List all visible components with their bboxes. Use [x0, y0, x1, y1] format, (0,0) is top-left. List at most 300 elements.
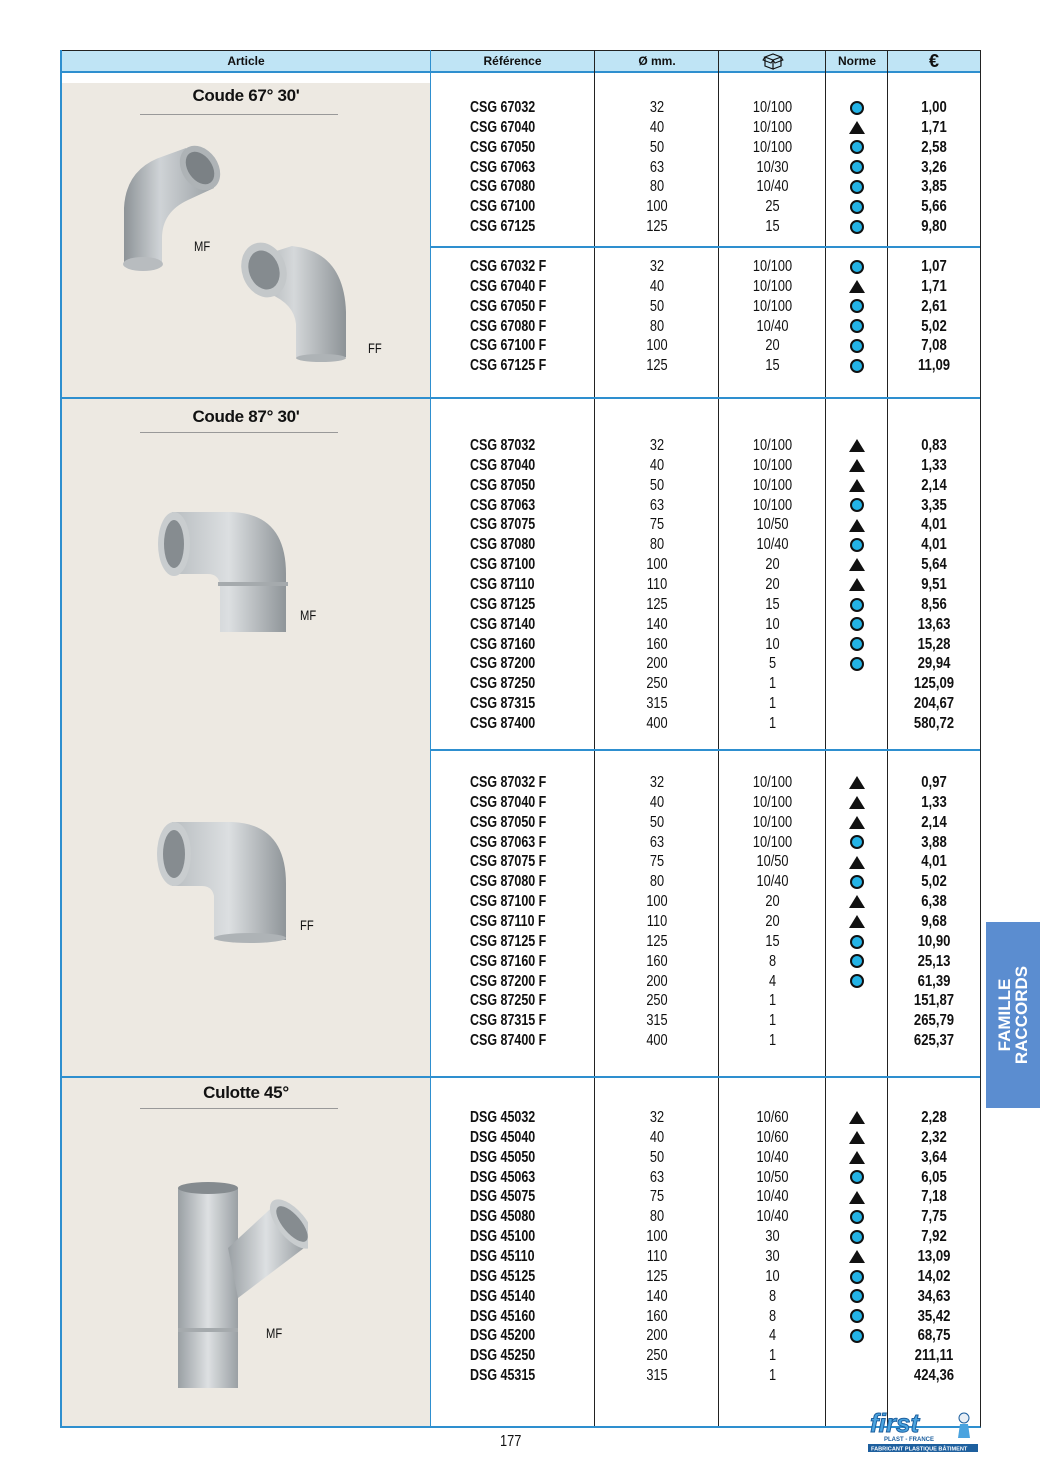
table-row — [430, 158, 980, 178]
table-row — [430, 515, 980, 535]
elbow-67-ff-image — [232, 232, 352, 362]
elbow-67-mf-image — [116, 138, 226, 278]
price-cell: 3,64 — [921, 1148, 947, 1166]
reference-cell: CSG 87250 F — [470, 992, 547, 1010]
price-cell: 2,61 — [921, 297, 947, 315]
reference-cell: CSG 87040 — [470, 456, 536, 474]
reference-cell: DSG 45063 — [470, 1168, 536, 1186]
norm-circle-icon — [850, 359, 864, 373]
section-title: Coude 67° 30' — [192, 86, 300, 105]
norm-cell — [826, 177, 888, 197]
price-cell: 211,11 — [914, 1347, 954, 1365]
diameter-cell: 40 — [649, 793, 665, 811]
price-cell: 15,28 — [917, 635, 951, 653]
norm-circle-icon — [850, 319, 864, 333]
table-row — [430, 674, 980, 694]
diameter-cell: 80 — [649, 536, 665, 554]
packaging-cell: 10/100 — [752, 813, 793, 831]
article-bg — [62, 399, 430, 1076]
reference-cell: CSG 87160 F — [470, 952, 547, 970]
diameter-cell: 140 — [646, 1287, 668, 1305]
price-cell: 11,09 — [917, 357, 951, 375]
norm-cell — [826, 1168, 888, 1188]
price-cell: 2,58 — [921, 138, 947, 156]
reference-cell: CSG 87250 — [470, 675, 536, 693]
table-row — [430, 1108, 980, 1128]
norm-triangle-icon — [849, 856, 865, 869]
reference-cell: CSG 87100 F — [470, 893, 547, 911]
diameter-cell: 63 — [649, 496, 665, 514]
norm-circle-icon — [850, 954, 864, 968]
price-cell: 7,92 — [921, 1228, 947, 1246]
price-cell: 5,02 — [921, 873, 947, 891]
reference-cell: DSG 45250 — [470, 1347, 536, 1365]
reference-cell: CSG 67050 — [470, 138, 536, 156]
norm-cell — [826, 912, 888, 932]
diameter-cell: 200 — [646, 655, 668, 673]
norm-circle-icon — [850, 160, 864, 174]
table-row — [430, 635, 980, 655]
price-cell: 10,90 — [917, 932, 951, 950]
packaging-cell: 15 — [765, 932, 780, 950]
diameter-cell: 80 — [649, 873, 665, 891]
packaging-cell: 1 — [768, 992, 777, 1010]
price-cell: 0,83 — [921, 437, 947, 454]
diameter-cell: 50 — [649, 476, 665, 494]
norm-circle-icon — [850, 1329, 864, 1343]
table-row — [430, 833, 980, 853]
reference-cell: CSG 87063 — [470, 496, 536, 514]
table-row — [430, 476, 980, 496]
norm-cell — [826, 972, 888, 992]
header-norm: Norme — [837, 54, 876, 68]
table-row — [430, 694, 980, 714]
reference-cell: CSG 87400 F — [470, 1032, 547, 1050]
norm-circle-icon — [850, 140, 864, 154]
packaging-cell: 10/100 — [752, 476, 793, 494]
table-row — [430, 1267, 980, 1287]
norm-circle-icon — [850, 875, 864, 889]
packaging-cell: 10/40 — [756, 536, 789, 554]
wye-45-mf-image — [168, 1178, 308, 1398]
packaging-cell: 4 — [768, 1327, 777, 1345]
price-cell: 3,35 — [921, 496, 947, 514]
norm-cell — [826, 793, 888, 813]
side-tab-line1: FAMILLE — [995, 978, 1014, 1052]
side-tab-label — [996, 966, 1030, 1064]
diameter-cell: 50 — [649, 138, 665, 156]
reference-cell: DSG 45075 — [470, 1188, 536, 1206]
norm-triangle-icon — [849, 796, 865, 809]
table-row — [430, 793, 980, 813]
norm-cell — [826, 1128, 888, 1148]
price-cell: 265,79 — [913, 1012, 955, 1030]
norm-circle-icon — [850, 1210, 864, 1224]
norm-circle-icon — [850, 1289, 864, 1303]
table-row — [430, 595, 980, 615]
packaging-cell: 20 — [765, 556, 780, 574]
packaging-cell: 10/100 — [752, 833, 793, 851]
norm-cell — [826, 535, 888, 555]
diameter-cell: 160 — [646, 1307, 668, 1325]
norm-cell — [826, 952, 888, 972]
price-cell: 2,32 — [921, 1128, 947, 1146]
price-cell: 8,56 — [921, 595, 947, 613]
reference-cell: CSG 67050 F — [470, 297, 547, 315]
reference-cell: CSG 87040 F — [470, 793, 547, 811]
price-cell: 5,02 — [921, 317, 947, 335]
reference-cell: DSG 45032 — [470, 1109, 536, 1126]
price-cell: 34,63 — [917, 1287, 951, 1305]
packaging-cell: 10/40 — [756, 1148, 789, 1166]
price-cell: 580,72 — [913, 714, 955, 732]
table-row — [430, 1128, 980, 1148]
reference-cell: CSG 87075 — [470, 516, 536, 534]
reference-cell: CSG 87110 F — [470, 912, 546, 930]
packaging-cell: 30 — [765, 1228, 780, 1246]
header-reference: Référence — [483, 54, 542, 68]
packaging-cell: 8 — [768, 952, 777, 970]
box-icon — [719, 51, 826, 71]
price-cell: 2,28 — [921, 1109, 947, 1126]
table-row — [430, 336, 980, 356]
packaging-cell: 10/40 — [756, 1188, 789, 1206]
price-cell: 61,39 — [917, 972, 951, 990]
table-row — [430, 1346, 980, 1366]
price-cell: 204,67 — [913, 695, 955, 713]
price-cell: 6,05 — [921, 1168, 947, 1186]
norm-cell — [826, 1326, 888, 1346]
reference-cell: CSG 67080 F — [470, 317, 547, 335]
norm-cell — [826, 852, 888, 872]
diameter-cell: 75 — [649, 1188, 665, 1206]
packaging-cell: 10/30 — [756, 158, 789, 176]
norm-cell — [826, 118, 888, 138]
table-row — [430, 773, 980, 793]
reference-cell: CSG 87063 F — [470, 833, 547, 851]
diameter-cell: 100 — [646, 198, 668, 216]
norm-triangle-icon — [849, 578, 865, 591]
table-row — [430, 1326, 980, 1346]
first-logo — [864, 1404, 980, 1454]
packaging-cell: 10/60 — [756, 1128, 789, 1146]
table-header — [62, 50, 980, 73]
table-row — [430, 118, 980, 138]
norm-circle-icon — [850, 1270, 864, 1284]
norm-cell — [826, 1108, 888, 1128]
diameter-cell: 315 — [646, 1012, 668, 1030]
logo-tagline2: FABRICANT PLASTIQUE BÂTIMENT — [871, 1446, 968, 1453]
norm-triangle-icon — [849, 479, 865, 492]
variant-label: MF — [300, 607, 317, 623]
norm-cell — [826, 277, 888, 297]
table-row — [430, 1247, 980, 1267]
norm-cell — [826, 1207, 888, 1227]
section-title: Culotte 45° — [203, 1083, 289, 1102]
reference-cell: DSG 45125 — [470, 1267, 536, 1285]
price-cell: 6,38 — [921, 893, 947, 911]
table-row — [430, 1031, 980, 1051]
price-cell: 13,63 — [917, 615, 951, 633]
packaging-cell: 15 — [765, 218, 780, 236]
norm-triangle-icon — [849, 558, 865, 571]
price-cell: 625,37 — [913, 1032, 955, 1050]
norm-circle-icon — [850, 260, 864, 274]
price-cell: 7,75 — [921, 1208, 947, 1226]
norm-circle-icon — [850, 637, 864, 651]
price-cell: 13,09 — [917, 1247, 951, 1265]
table-row — [430, 1148, 980, 1168]
norm-triangle-icon — [849, 1131, 865, 1144]
norm-circle-icon — [850, 974, 864, 988]
packaging-cell: 1 — [768, 695, 777, 713]
elbow-87-ff-image — [152, 818, 292, 944]
reference-cell: CSG 67032 — [470, 99, 536, 116]
price-cell: 1,07 — [921, 258, 947, 275]
norm-circle-icon — [850, 835, 864, 849]
logo-tagline1: PLAST - FRANCE — [884, 1437, 934, 1443]
packaging-cell: 10/100 — [752, 138, 793, 156]
reference-cell: DSG 45040 — [470, 1128, 536, 1146]
page-number: 177 — [500, 1433, 522, 1450]
packaging-cell: 10 — [765, 635, 780, 653]
price-cell: 68,75 — [917, 1327, 951, 1345]
table-row — [430, 813, 980, 833]
packaging-cell: 25 — [765, 198, 780, 216]
table-row — [430, 1287, 980, 1307]
norm-triangle-icon — [849, 816, 865, 829]
norm-circle-icon — [850, 180, 864, 194]
diameter-cell: 40 — [649, 118, 665, 136]
table-row — [430, 892, 980, 912]
title-underline — [140, 432, 338, 433]
packaging-cell: 10/100 — [752, 99, 793, 116]
packaging-cell: 1 — [768, 1032, 777, 1050]
diameter-cell: 50 — [649, 813, 665, 831]
group-separator — [430, 749, 980, 751]
table-row — [430, 952, 980, 972]
diameter-cell: 32 — [649, 437, 665, 454]
price-cell: 1,71 — [921, 277, 947, 295]
diameter-cell: 40 — [649, 1128, 665, 1146]
packaging-cell: 1 — [768, 1012, 777, 1030]
norm-cell — [826, 297, 888, 317]
table-row — [430, 1187, 980, 1207]
packaging-cell: 10/50 — [756, 853, 789, 871]
diameter-cell: 40 — [649, 277, 665, 295]
diameter-cell: 32 — [649, 99, 665, 116]
price-cell: 151,87 — [913, 992, 955, 1010]
norm-cell — [826, 654, 888, 674]
norm-circle-icon — [850, 1170, 864, 1184]
variant-label: FF — [300, 917, 314, 933]
section-separator — [62, 1076, 980, 1078]
reference-cell: CSG 87100 — [470, 556, 536, 574]
reference-cell: CSG 87080 F — [470, 873, 547, 891]
price-cell: 4,01 — [921, 516, 947, 534]
table-row — [430, 714, 980, 734]
diameter-cell: 200 — [646, 1327, 668, 1345]
packaging-cell: 10/100 — [752, 258, 793, 275]
norm-cell — [826, 813, 888, 833]
price-cell: 9,80 — [921, 218, 947, 236]
diameter-cell: 100 — [646, 893, 668, 911]
norm-triangle-icon — [849, 519, 865, 532]
table-row — [430, 555, 980, 575]
table-row — [430, 575, 980, 595]
packaging-cell: 15 — [765, 595, 780, 613]
diameter-cell: 32 — [649, 1109, 665, 1126]
norm-cell — [826, 476, 888, 496]
diameter-cell: 100 — [646, 1228, 668, 1246]
packaging-cell: 20 — [765, 575, 780, 593]
table-row — [430, 177, 980, 197]
table-row — [430, 436, 980, 456]
packaging-cell: 5 — [768, 655, 777, 673]
packaging-cell: 1 — [768, 1347, 777, 1365]
norm-cell — [826, 98, 888, 118]
norm-cell — [826, 138, 888, 158]
price-cell: 7,08 — [921, 337, 947, 355]
packaging-cell: 10/100 — [752, 774, 793, 791]
table-row — [430, 872, 980, 892]
reference-cell: CSG 87140 — [470, 615, 536, 633]
norm-triangle-icon — [849, 121, 865, 134]
norm-circle-icon — [850, 220, 864, 234]
price-cell: 0,97 — [921, 774, 947, 791]
table-row — [430, 297, 980, 317]
price-cell: 2,14 — [921, 476, 947, 494]
packaging-cell: 10/100 — [752, 277, 793, 295]
table-row — [430, 1168, 980, 1188]
price-cell: 1,71 — [921, 118, 947, 136]
section-separator — [62, 397, 980, 399]
norm-cell — [826, 158, 888, 178]
table-row — [430, 991, 980, 1011]
diameter-cell: 100 — [646, 337, 668, 355]
norm-triangle-icon — [849, 1191, 865, 1204]
norm-cell — [826, 356, 888, 376]
norm-cell — [826, 892, 888, 912]
norm-circle-icon — [850, 935, 864, 949]
norm-cell — [826, 635, 888, 655]
reference-cell: CSG 87315 F — [470, 1012, 547, 1030]
norm-cell — [826, 515, 888, 535]
packaging-cell: 10/50 — [756, 1168, 789, 1186]
norm-cell — [826, 257, 888, 277]
table-row — [430, 98, 980, 118]
packaging-cell: 20 — [765, 912, 780, 930]
price-cell: 424,36 — [913, 1367, 955, 1385]
reference-cell: CSG 67032 F — [470, 258, 547, 275]
variant-label: MF — [194, 238, 211, 254]
side-tab-line2: RACCORDS — [1012, 965, 1031, 1065]
norm-circle-icon — [850, 101, 864, 115]
reference-cell: DSG 45140 — [470, 1287, 536, 1305]
reference-cell: CSG 67040 — [470, 118, 536, 136]
price-cell: 5,64 — [921, 556, 947, 574]
reference-cell: CSG 67063 — [470, 158, 536, 176]
norm-cell — [826, 1227, 888, 1247]
packaging-cell: 10/100 — [752, 118, 793, 136]
diameter-cell: 125 — [646, 932, 668, 950]
title-underline — [140, 114, 338, 115]
reference-cell: CSG 67125 F — [470, 357, 547, 375]
norm-circle-icon — [850, 299, 864, 313]
table-row — [430, 1207, 980, 1227]
diameter-cell: 250 — [646, 675, 668, 693]
price-cell: 3,88 — [921, 833, 947, 851]
packaging-cell: 10/100 — [752, 437, 793, 454]
reference-cell: CSG 87050 F — [470, 813, 547, 831]
packaging-cell: 30 — [765, 1247, 780, 1265]
reference-cell: CSG 87032 — [470, 437, 536, 454]
packaging-cell: 10/50 — [756, 516, 789, 534]
reference-cell: CSG 87080 — [470, 536, 536, 554]
norm-cell — [826, 1148, 888, 1168]
norm-triangle-icon — [849, 1111, 865, 1124]
norm-cell — [826, 1287, 888, 1307]
diameter-cell: 400 — [646, 1032, 668, 1050]
table-row — [430, 615, 980, 635]
reference-cell: CSG 87200 — [470, 655, 536, 673]
table-row — [430, 852, 980, 872]
norm-triangle-icon — [849, 915, 865, 928]
norm-circle-icon — [850, 617, 864, 631]
header-article: Article — [227, 54, 265, 68]
table-row — [430, 1011, 980, 1031]
diameter-cell: 80 — [649, 178, 665, 196]
norm-cell — [826, 575, 888, 595]
reference-cell: CSG 87032 F — [470, 774, 547, 791]
catalog-table — [60, 50, 981, 1428]
packaging-cell: 10/60 — [756, 1109, 789, 1126]
variant-label: MF — [266, 1325, 283, 1341]
packaging-cell: 10/40 — [756, 317, 789, 335]
price-cell: 4,01 — [921, 536, 947, 554]
table-row — [430, 535, 980, 555]
variant-label: FF — [368, 340, 382, 356]
diameter-cell: 160 — [646, 635, 668, 653]
table-row — [430, 317, 980, 337]
norm-cell — [826, 555, 888, 575]
reference-cell: CSG 67100 F — [470, 337, 547, 355]
diameter-cell: 200 — [646, 972, 668, 990]
packaging-cell: 10/100 — [752, 793, 793, 811]
diameter-cell: 250 — [646, 1347, 668, 1365]
reference-cell: CSG 87160 — [470, 635, 536, 653]
table-row — [430, 912, 980, 932]
norm-cell — [826, 456, 888, 476]
diameter-cell: 32 — [649, 258, 665, 275]
table-row — [430, 217, 980, 237]
table-row — [430, 932, 980, 952]
table-row — [430, 496, 980, 516]
reference-cell: CSG 87050 — [470, 476, 536, 494]
diameter-cell: 125 — [646, 218, 668, 236]
reference-cell: CSG 67125 — [470, 218, 536, 236]
diameter-cell: 125 — [646, 1267, 668, 1285]
norm-cell — [826, 436, 888, 456]
diameter-cell: 63 — [649, 158, 665, 176]
packaging-cell: 10 — [765, 615, 780, 633]
diameter-cell: 160 — [646, 952, 668, 970]
price-cell: 3,85 — [921, 178, 947, 196]
norm-cell — [826, 615, 888, 635]
norm-cell — [826, 833, 888, 853]
norm-circle-icon — [850, 657, 864, 671]
reference-cell: DSG 45200 — [470, 1327, 536, 1345]
